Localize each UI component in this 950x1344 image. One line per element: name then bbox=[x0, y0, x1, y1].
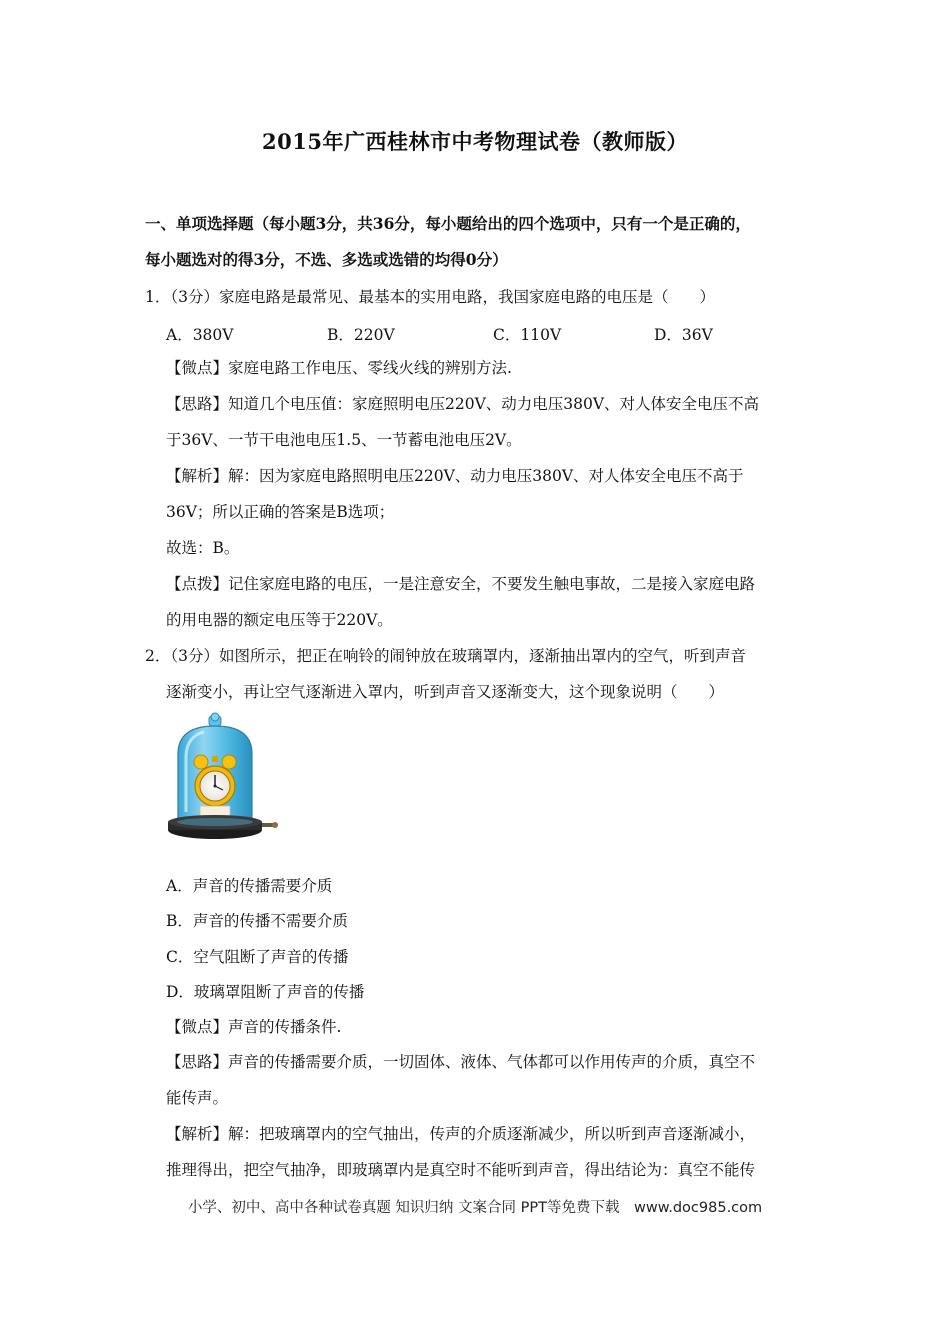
q2-jiexi-line-2: 推理得出，把空气抽净，即玻璃罩内是真空时不能听到声音，得出结论为：真空不能传 bbox=[166, 1161, 756, 1179]
q1-option-d: D．36V bbox=[654, 326, 713, 344]
q1-stem: 1．（3分）家庭电路是最常见、最基本的实用电路，我国家庭电路的电压是（ ） bbox=[145, 288, 715, 306]
q2-jiexi-line-1: 【解析】解：把玻璃罩内的空气抽出，传声的介质逐渐减少，所以听到声音逐渐减小， bbox=[166, 1125, 756, 1143]
q2-stem-line-2: 逐渐变小，再让空气逐渐进入罩内，听到声音又逐渐变大，这个现象说明（ ） bbox=[166, 683, 725, 701]
q2-option-d: D．玻璃罩阻断了声音的传播 bbox=[166, 983, 365, 1001]
q1-weidian: 【微点】家庭电路工作电压、零线火线的辨别方法. bbox=[166, 359, 512, 377]
q1-option-a: A．380V bbox=[166, 326, 234, 344]
q2-silu-line-2: 能传声。 bbox=[166, 1089, 229, 1107]
q1-dianbo-line-1: 【点拨】记住家庭电路的电压，一是注意安全，不要发生触电事故，二是接入家庭电路 bbox=[166, 575, 756, 593]
bell-jar-alarm-clock-figure bbox=[164, 712, 279, 854]
q2-weidian: 【微点】声音的传播条件. bbox=[166, 1018, 342, 1036]
q2-option-b: B．声音的传播不需要介质 bbox=[166, 912, 348, 930]
q1-answer: 故选：B。 bbox=[166, 539, 240, 557]
q1-jiexi-line-1: 【解析】解：因为家庭电路照明电压220V、动力电压380V、对人体安全电压不高于 bbox=[166, 467, 744, 485]
section-heading-line-1: 一、单项选择题（每小题3分，共36分，每小题给出的四个选项中，只有一个是正确的， bbox=[145, 214, 751, 233]
q1-option-b: B．220V bbox=[327, 326, 395, 344]
page-title: 2015年广西桂林市中考物理试卷（教师版） bbox=[262, 129, 688, 154]
q2-option-c: C．空气阻断了声音的传播 bbox=[166, 948, 349, 966]
q1-option-c: C．110V bbox=[493, 326, 562, 344]
q2-stem-line-1: 2．（3分）如图所示，把正在响铃的闹钟放在玻璃罩内，逐渐抽出罩内的空气，听到声音 bbox=[145, 647, 746, 665]
q2-silu-line-1: 【思路】声音的传播需要介质，一切固体、液体、气体都可以作用传声的介质，真空不 bbox=[166, 1053, 756, 1071]
footer-watermark: 小学、初中、高中各种试卷真题 知识归纳 文案合同 PPT等免费下载 www.doc985.com bbox=[187, 1200, 763, 1216]
q1-silu-line-2: 于36V、一节干电池电压1.5、一节蓄电池电压2V。 bbox=[166, 431, 522, 449]
q1-dianbo-line-2: 的用电器的额定电压等于220V。 bbox=[166, 611, 393, 629]
q1-jiexi-line-2: 36V；所以正确的答案是B选项； bbox=[166, 503, 395, 521]
section-heading-line-2: 每小题选对的得3分，不选、多选或选错的均得0分） bbox=[145, 250, 508, 269]
q2-option-a: A．声音的传播需要介质 bbox=[166, 877, 333, 895]
q1-silu-line-1: 【思路】知道几个电压值：家庭照明电压220V、动力电压380V、对人体安全电压不高 bbox=[166, 395, 760, 413]
